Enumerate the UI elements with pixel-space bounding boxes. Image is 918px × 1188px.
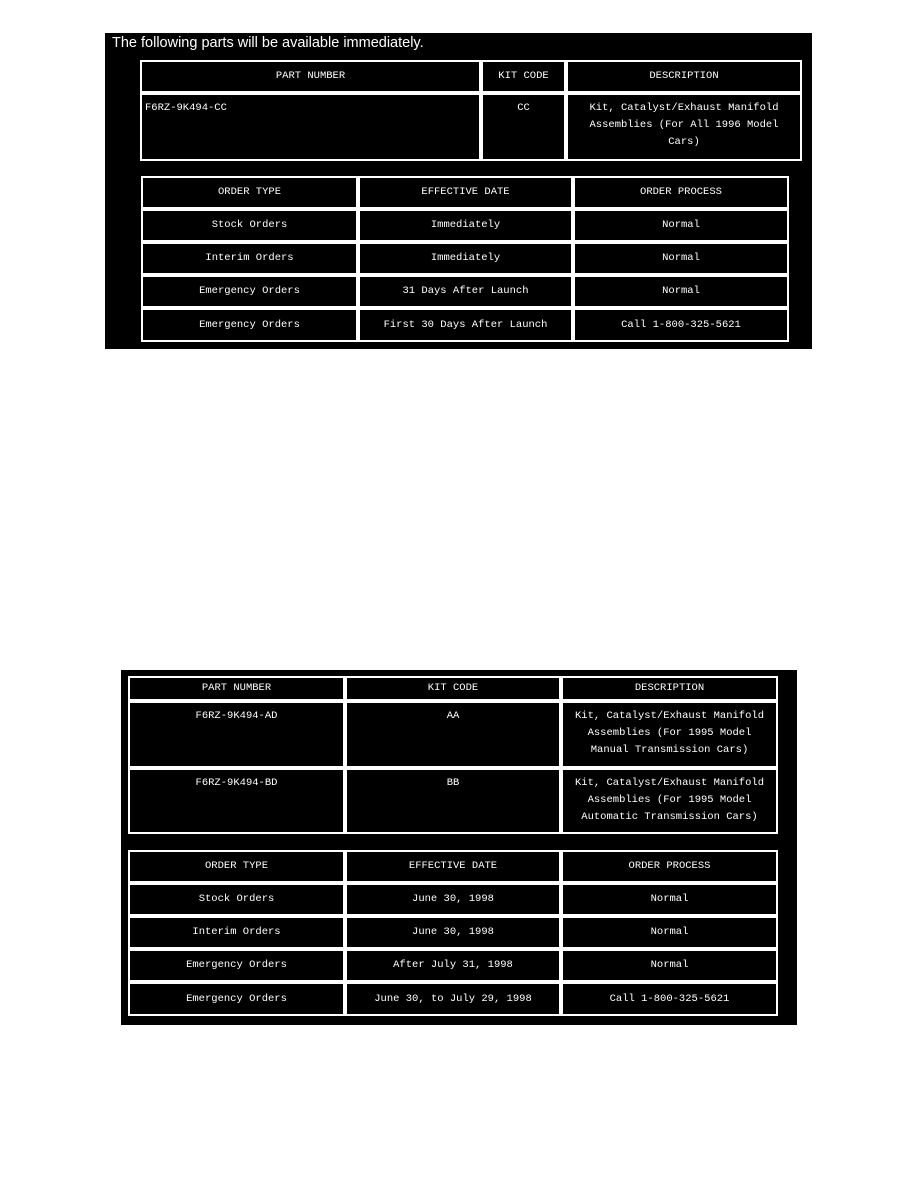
effective-date-cell: Immediately xyxy=(358,209,573,242)
part-number-cell: F6RZ-9K494-CC xyxy=(140,93,481,161)
effective-date-cell: 31 Days After Launch xyxy=(358,275,573,308)
order-type-cell: Emergency Orders xyxy=(128,982,345,1016)
bulletin-panel-1996 xyxy=(105,33,812,349)
order-process-cell: Normal xyxy=(573,209,789,242)
header-description: DESCRIPTION xyxy=(561,676,778,701)
description-cell: Kit, Catalyst/Exhaust Manifold Assemblies (For 1995 Model Automatic Transmission Cars) xyxy=(561,768,778,834)
kit-code-cell: AA xyxy=(345,701,561,768)
effective-date-cell: After July 31, 1998 xyxy=(345,949,561,982)
header-kit-code: KIT CODE xyxy=(481,60,566,93)
header-order-type: ORDER TYPE xyxy=(128,850,345,883)
effective-date-cell: June 30, 1998 xyxy=(345,883,561,916)
order-process-cell: Normal xyxy=(573,275,789,308)
description-cell: Kit, Catalyst/Exhaust Manifold Assemblies (For 1995 Model Manual Transmission Cars) xyxy=(561,701,778,768)
header-effective-date: EFFECTIVE DATE xyxy=(358,176,573,209)
order-process-cell: Normal xyxy=(561,916,778,949)
order-process-cell: Normal xyxy=(573,242,789,275)
order-process-cell: Normal xyxy=(561,949,778,982)
effective-date-cell: June 30, 1998 xyxy=(345,916,561,949)
order-process-cell: Normal xyxy=(561,883,778,916)
header-part-number: PART NUMBER xyxy=(140,60,481,93)
header-order-type: ORDER TYPE xyxy=(141,176,358,209)
part-number-cell: F6RZ-9K494-BD xyxy=(128,768,345,834)
header-order-process: ORDER PROCESS xyxy=(573,176,789,209)
header-effective-date: EFFECTIVE DATE xyxy=(345,850,561,883)
bulletin-panel-1995 xyxy=(121,670,797,1025)
order-type-cell: Stock Orders xyxy=(141,209,358,242)
effective-date-cell: Immediately xyxy=(358,242,573,275)
order-type-cell: Emergency Orders xyxy=(141,275,358,308)
order-type-cell: Emergency Orders xyxy=(141,308,358,342)
order-type-cell: Emergency Orders xyxy=(128,949,345,982)
order-type-cell: Interim Orders xyxy=(141,242,358,275)
header-description: DESCRIPTION xyxy=(566,60,802,93)
order-process-cell: Call 1-800-325-5621 xyxy=(561,982,778,1016)
header-part-number: PART NUMBER xyxy=(128,676,345,701)
effective-date-cell: First 30 Days After Launch xyxy=(358,308,573,342)
availability-caption: The following parts will be available immediately. xyxy=(112,35,424,51)
order-type-cell: Stock Orders xyxy=(128,883,345,916)
effective-date-cell: June 30, to July 29, 1998 xyxy=(345,982,561,1016)
header-order-process: ORDER PROCESS xyxy=(561,850,778,883)
order-type-cell: Interim Orders xyxy=(128,916,345,949)
kit-code-cell: CC xyxy=(481,93,566,161)
header-kit-code: KIT CODE xyxy=(345,676,561,701)
order-process-cell: Call 1-800-325-5621 xyxy=(573,308,789,342)
description-cell: Kit, Catalyst/Exhaust Manifold Assemblies (For All 1996 Model Cars) xyxy=(566,93,802,161)
kit-code-cell: BB xyxy=(345,768,561,834)
part-number-cell: F6RZ-9K494-AD xyxy=(128,701,345,768)
